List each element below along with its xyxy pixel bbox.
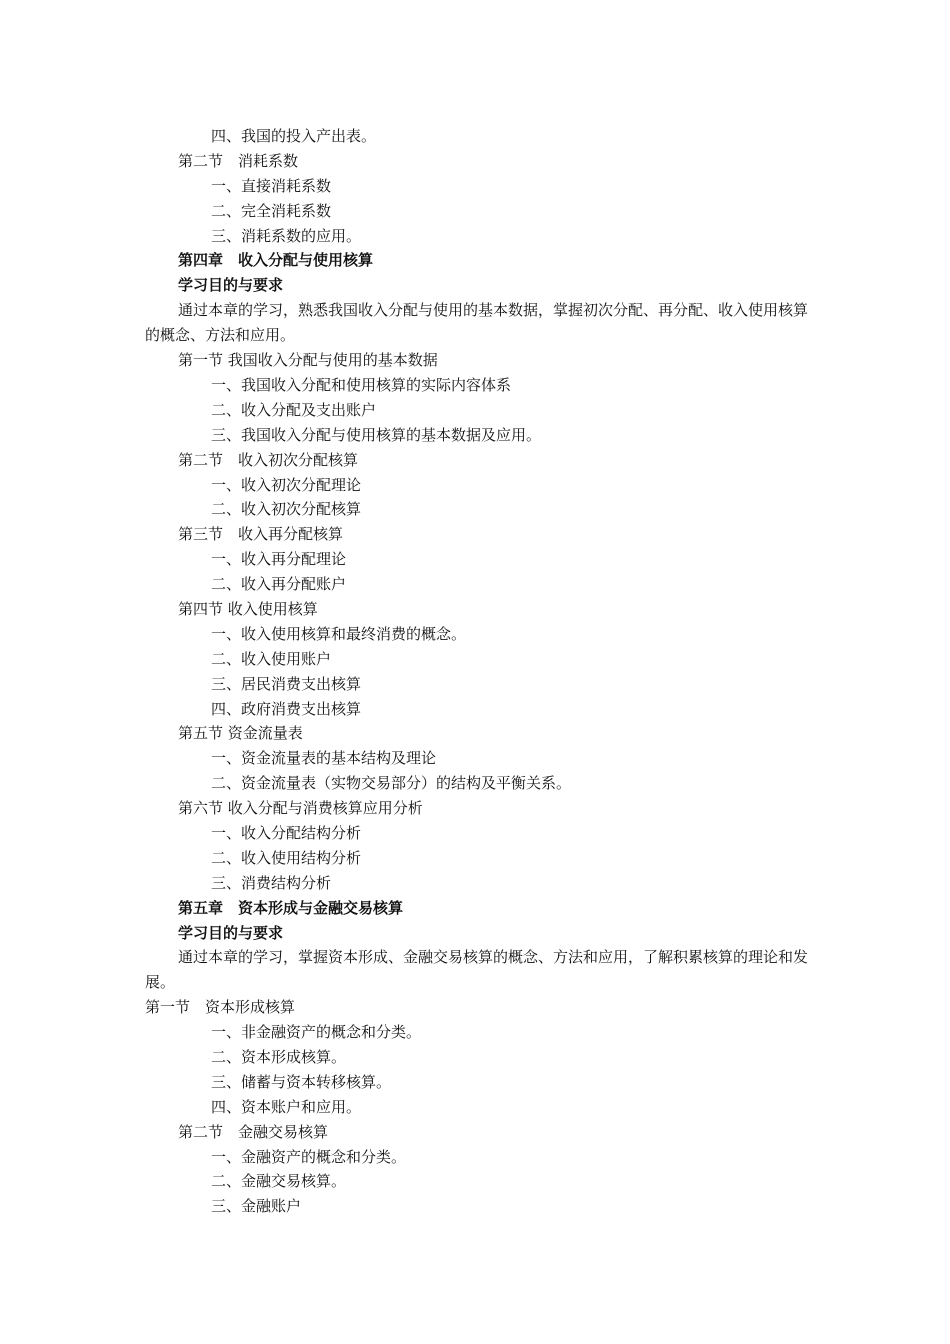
section-title: 第一节 我国收入分配与使用的基本数据 <box>178 351 438 370</box>
section-title: 第二节 金融交易核算 <box>178 1122 329 1141</box>
list-item: 二、收入初次分配核算 <box>211 500 362 519</box>
heading: 第四章 收入分配与使用核算 <box>178 251 374 270</box>
list-item: 四、我国的投入产出表。 <box>211 127 377 145</box>
section-title: 第六节 收入分配与消费核算应用分析 <box>178 799 423 818</box>
outline-content <box>0 124 950 1219</box>
section-title: 第三节 收入再分配核算 <box>178 525 344 544</box>
list-item: 二、收入再分配账户 <box>211 575 347 594</box>
list-item: 一、金融资产的概念和分类。 <box>211 1147 407 1166</box>
list-item: 三、消耗系数的应用。 <box>211 226 362 245</box>
list-item: 二、资本形成核算。 <box>211 1048 347 1067</box>
list-item: 四、资本账户和应用。 <box>211 1097 362 1116</box>
list-item: 三、金融账户 <box>211 1197 302 1216</box>
list-item: 二、收入使用账户 <box>211 649 332 668</box>
list-item: 一、收入再分配理论 <box>211 550 347 569</box>
list-item: 一、资金流量表的基本结构及理论 <box>211 749 437 768</box>
list-item: 一、收入初次分配理论 <box>211 475 362 494</box>
list-item: 一、非金融资产的概念和分类。 <box>211 1023 422 1042</box>
list-item: 二、收入分配及支出账户 <box>211 400 377 419</box>
list-item: 三、消费结构分析 <box>211 873 332 892</box>
list-item: 二、完全消耗系数 <box>211 201 332 220</box>
paragraph: 通过本章的学习，熟悉我国收入分配与使用的基本数据，掌握初次分配、再分配、收入使用核算的概念、方法和应用。 <box>145 301 809 345</box>
section-title: 第五节 资金流量表 <box>178 724 303 743</box>
list-item: 二、资金流量表（实物交易部分）的结构及平衡关系。 <box>211 774 572 793</box>
list-item: 三、储蓄与资本转移核算。 <box>211 1072 392 1091</box>
section-title: 第二节 消耗系数 <box>178 151 299 170</box>
list-item: 二、收入使用结构分析 <box>211 848 362 867</box>
heading: 学习目的与要求 <box>178 923 284 942</box>
list-item: 一、收入分配结构分析 <box>211 823 362 842</box>
list-item: 三、居民消费支出核算 <box>211 674 362 693</box>
list-item: 一、直接消耗系数 <box>211 176 332 195</box>
list-item: 一、收入使用核算和最终消费的概念。 <box>211 624 467 643</box>
paragraph: 通过本章的学习，掌握资本形成、金融交易核算的概念、方法和应用，了解积累核算的理论和发展。 <box>145 948 809 992</box>
section-title: 第四节 收入使用核算 <box>178 599 318 618</box>
heading: 第五章 资本形成与金融交易核算 <box>178 898 404 917</box>
heading: 学习目的与要求 <box>178 276 284 295</box>
list-item: 三、我国收入分配与使用核算的基本数据及应用。 <box>211 425 542 444</box>
list-item: 四、政府消费支出核算 <box>211 699 362 718</box>
list-item: 一、我国收入分配和使用核算的实际内容体系 <box>211 375 512 394</box>
list-item: 二、金融交易核算。 <box>211 1172 347 1191</box>
section-title: 第二节 收入初次分配核算 <box>178 450 359 469</box>
section-title: 第一节 资本形成核算 <box>145 998 296 1017</box>
